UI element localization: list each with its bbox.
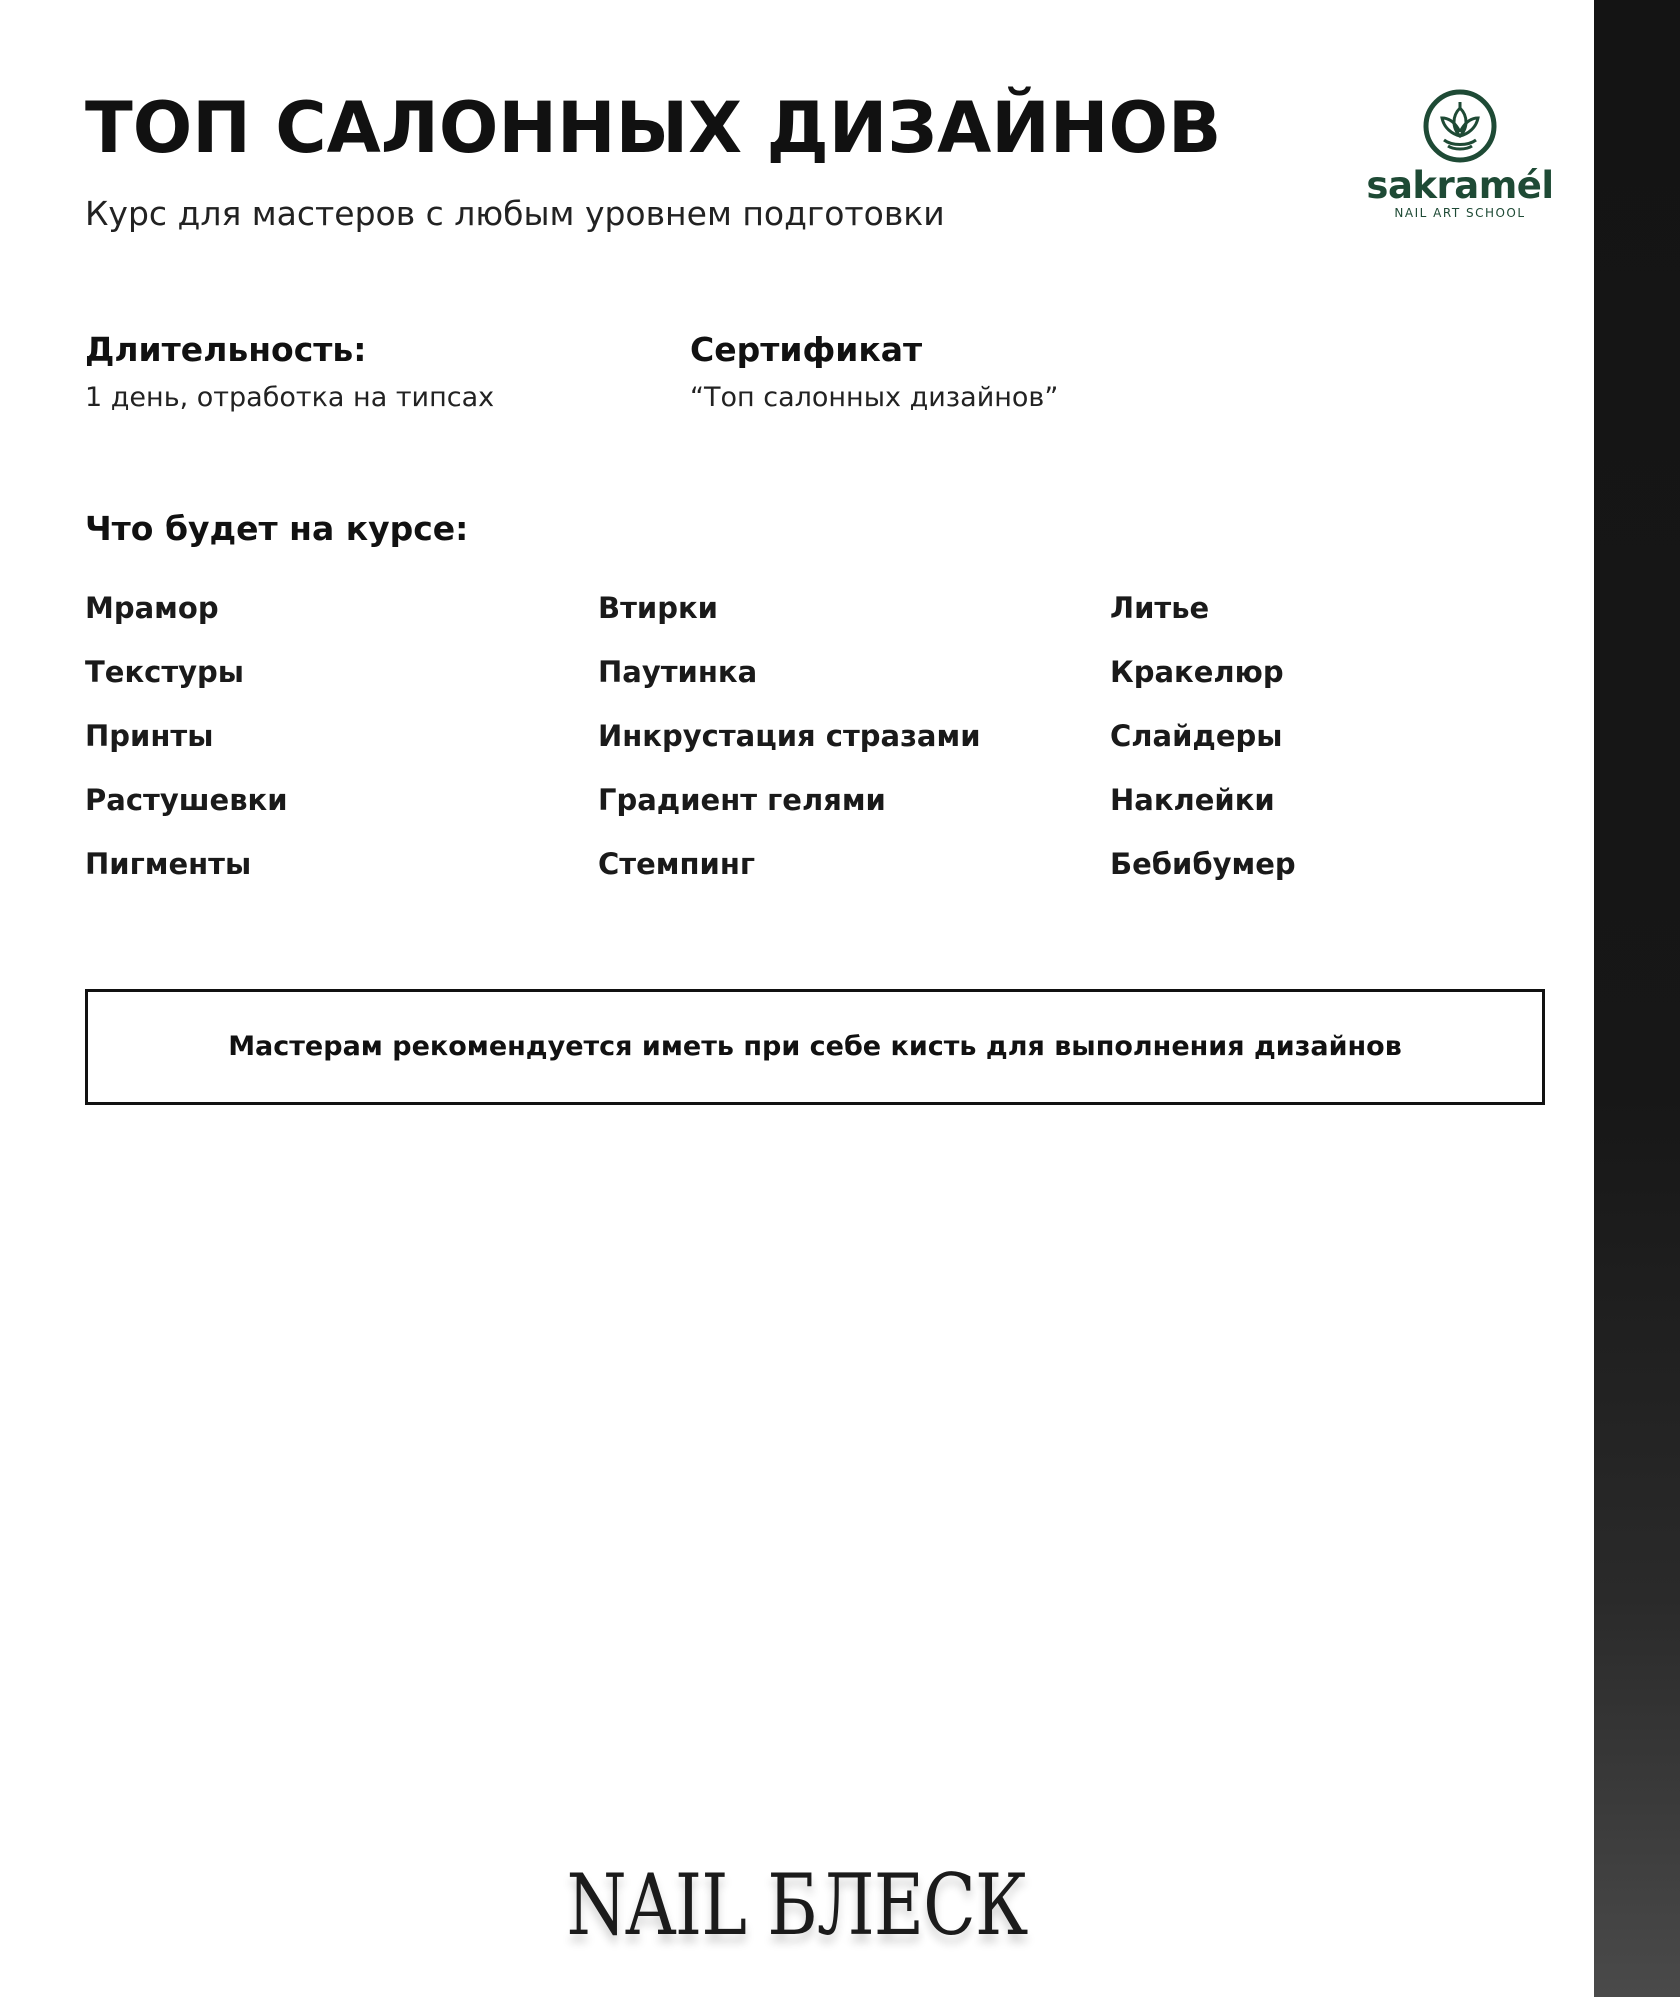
topic-item: Мрамор	[85, 591, 219, 625]
recommendation-text: Мастерам рекомендуется иметь при себе кисть для выполнения дизайнов	[228, 1031, 1402, 1062]
topic-item: Кракелюр	[1110, 655, 1284, 689]
topic-item: Паутинка	[598, 655, 758, 689]
topic-item: Стемпинг	[598, 847, 756, 881]
duration-value: 1 день, отработка на типсах	[85, 382, 495, 413]
topic-item: Растушевки	[85, 783, 288, 817]
topic-item: Бебибумер	[1110, 847, 1296, 881]
topic-item: Текстуры	[85, 655, 245, 689]
topic-item: Литье	[1110, 591, 1210, 625]
program-heading: Что будет на курсе:	[85, 509, 469, 548]
page-subtitle: Курс для мастеров с любым уровнем подготовки	[85, 194, 945, 233]
program-topics	[85, 588, 1545, 908]
school-logo	[1355, 88, 1565, 228]
certificate-value: “Топ салонных дизайнов”	[690, 382, 1059, 413]
topic-item: Инкрустация стразами	[598, 719, 981, 753]
footer-brand: NAIL БЛЕСК	[566, 1856, 1028, 1954]
topic-item: Втирки	[598, 591, 718, 625]
logo-wordmark: sakramél	[1366, 164, 1554, 207]
lotus-icon	[1422, 88, 1498, 164]
topic-item: Слайдеры	[1110, 719, 1283, 753]
topic-item: Пигменты	[85, 847, 252, 881]
recommendation-box	[85, 989, 1545, 1105]
dark-side-strip	[1594, 0, 1680, 1997]
logo-tagline: NAIL ART SCHOOL	[1394, 206, 1526, 220]
duration-label: Длительность:	[85, 330, 367, 369]
certificate-label: Сертификат	[690, 330, 923, 369]
topic-item: Принты	[85, 719, 214, 753]
topic-item: Наклейки	[1110, 783, 1275, 817]
topic-item: Градиент гелями	[598, 783, 886, 817]
page-title: ТОП САЛОННЫХ ДИЗАЙНОВ	[85, 87, 1222, 169]
